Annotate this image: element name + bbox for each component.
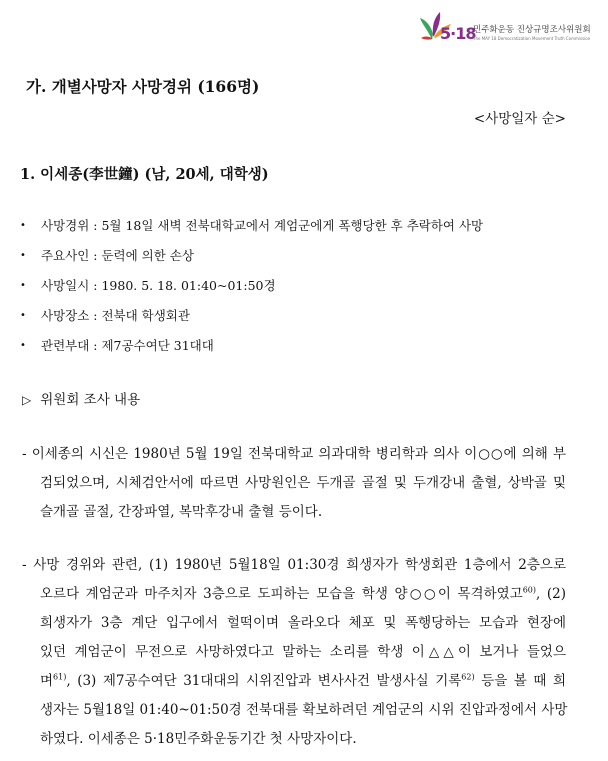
logo-number: 5·18	[440, 24, 476, 43]
fact-list	[20, 217, 483, 367]
bullet-icon: •	[20, 220, 26, 231]
paragraph-line	[22, 669, 566, 698]
paragraph-line: 생자는 5월18일 01:40~01:50경 전북대를 확보하려던 계엄군의 시위 진압과정에서 사망	[40, 702, 568, 718]
fact-item	[20, 217, 483, 247]
person-title: 1. 이세종(李世鐘) (남, 20세, 대학생)	[20, 166, 269, 183]
bullet-icon: •	[20, 310, 26, 321]
paragraph-autopsy	[22, 442, 566, 529]
commission-logo	[418, 10, 591, 50]
bullet-icon: •	[20, 280, 26, 291]
paragraph-line: 슬개골 골절, 간장파열, 복막후강내 출혈 등이다.	[40, 504, 323, 520]
footnote-ref: 61)	[53, 672, 67, 682]
paragraph-line: 희생자가 3층 계단 입구에서 헐떡이며 올라오다 체포 및 폭행당하는 모습과 현장에	[40, 615, 566, 631]
triangle-marker-icon: ▷	[22, 393, 32, 407]
paragraph-circumstances	[22, 553, 566, 756]
investigation-heading-text: 위원회 조사 내용	[40, 392, 141, 408]
paragraph-line	[22, 582, 566, 611]
investigation-heading	[22, 388, 140, 408]
order-note: <사망일자 순>	[473, 111, 566, 127]
paragraph-text: 며	[40, 673, 54, 689]
fact-text: 사망경위 : 5월 18일 새벽 전북대학교에서 계엄군에게 폭행당한 후 추락하여 사망	[41, 218, 484, 233]
paragraph-line: - 사망 경위와 관련, (1) 1980년 5월18일 01:30경 희생자가 학생회관 1층에서 2층으로	[22, 557, 566, 573]
paragraph-text: 오르다 계엄군과 마주치자 3층으로 도피하는 모습을 학생 양○○이 목격하였고	[40, 586, 523, 602]
fact-text: 사망일시 : 1980. 5. 18. 01:40~01:50경	[41, 278, 276, 293]
fact-item	[20, 337, 483, 367]
paragraph-text: , (3) 제7공수여단 31대대의 시위진압과 변사사건 발생사실 기록	[66, 673, 462, 689]
paragraph-line: 하였다. 이세종은 5·18민주화운동기간 첫 사망자이다.	[40, 731, 357, 747]
fact-item	[20, 247, 483, 277]
fact-item	[20, 307, 483, 337]
bullet-icon: •	[20, 250, 26, 261]
fact-text: 관련부대 : 제7공수여단 31대대	[41, 338, 214, 353]
fact-text: 사망장소 : 전북대 학생회관	[41, 308, 190, 323]
footnote-ref: 60)	[522, 585, 536, 595]
logo-org-name-en: The MAY 18 Democratization Movement Truth Commission	[473, 36, 591, 41]
paragraph-text: , (2)	[536, 586, 566, 602]
paragraph-text: 등을 볼 때 희	[474, 673, 566, 689]
bullet-icon: •	[20, 340, 26, 351]
paragraph-line: - 이세종의 시신은 1980년 5월 19일 전북대학교 의과대학 병리학과 의사 이○○에 의해 부	[22, 446, 566, 462]
section-title: 가. 개별사망자 사망경위 (166명)	[26, 77, 260, 96]
paragraph-line: 검되었으며, 시체검안서에 따르면 사망원인은 두개골 골절 및 두개강내 출혈, 상박골 및	[40, 475, 566, 491]
logo-org-name: 민주화운동 진상규명조사위원회	[473, 25, 591, 35]
footnote-ref: 62)	[461, 672, 475, 682]
fact-item	[20, 277, 483, 307]
fact-text: 주요사인 : 둔력에 의한 손상	[41, 248, 194, 263]
paragraph-line: 있던 계엄군이 무전으로 사망하였다고 말하는 소리를 학생 이△△이 보거나 들었으	[40, 644, 566, 660]
